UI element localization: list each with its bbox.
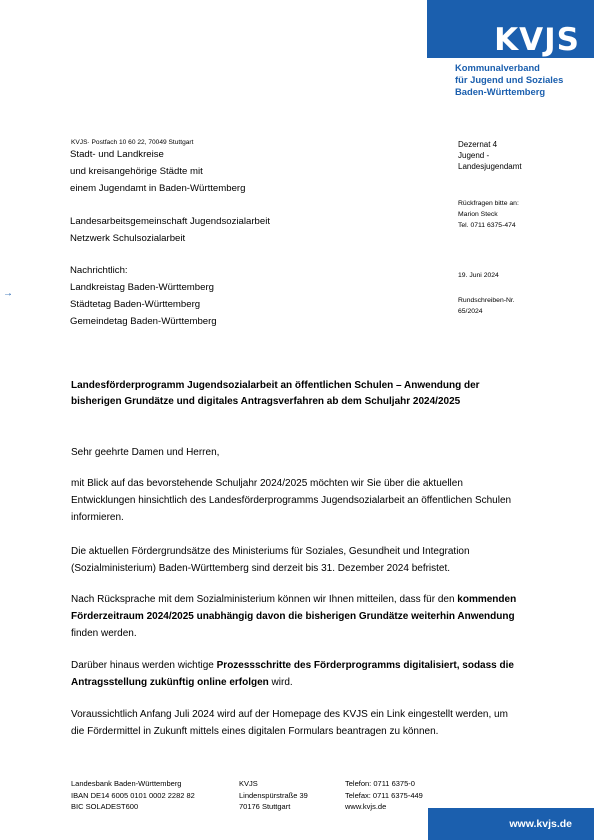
cc-label: Nachrichtlich:	[70, 265, 128, 276]
recipient-block-2	[70, 213, 270, 247]
org-city: 70176 Stuttgart	[239, 802, 291, 811]
contact-phone: Tel. 0711 6375-474	[458, 222, 516, 229]
contact-name: Marion Steck	[458, 211, 498, 218]
contact-label: Rückfragen bitte an:	[458, 200, 519, 207]
logo-subtitle	[455, 62, 590, 98]
recipient-line: Landesarbeitsgemeinschaft Jugendsozialarbeit	[70, 216, 270, 227]
website-banner	[428, 808, 594, 840]
bank-name: Landesbank Baden-Württemberg	[71, 779, 182, 788]
paragraph-text: finden werden.	[71, 628, 137, 639]
body-paragraph	[71, 591, 521, 642]
cc-line: Gemeindetag Baden-Württemberg	[70, 316, 217, 327]
salutation: Sehr geehrte Damen und Herren,	[71, 447, 220, 458]
circular-label: Rundschreiben-Nr.	[458, 297, 515, 304]
cc-block	[70, 262, 217, 330]
recipient-line: Stadt- und Landkreise	[70, 149, 164, 160]
letter-date: 19. Juni 2024	[458, 272, 499, 279]
logo-subtitle-line: Kommunalverband	[455, 62, 540, 73]
body-paragraph: mit Blick auf das bevorstehende Schuljahr 2024/2025 möchten wir Sie über die aktuellen Entwicklungen hinsichtlich des Landesförderprogramms Jugendsozialarbeit an öffentlichen Schulen informieren.	[71, 478, 512, 523]
cc-line: Landkreistag Baden-Württemberg	[70, 282, 214, 293]
body-paragraph: Voraussichtlich Anfang Juli 2024 wird auf der Homepage des KVJS ein Link eingestellt werden, um die Fördermittel in Zukunft mittels eines digitalen Formulars beantragen zu können.	[71, 709, 508, 737]
circular-number: 65/2024	[458, 308, 483, 315]
paragraph-text: wird.	[268, 677, 293, 688]
sidebar-contact	[458, 198, 519, 231]
recipient-line: einem Jugendamt in Baden-Württemberg	[70, 183, 246, 194]
org-phone: Telefon: 0711 6375-0	[345, 779, 415, 788]
paragraph-text: Darüber hinaus werden wichtige	[71, 660, 217, 671]
paragraph-text: Nach Rücksprache mit dem Sozialministerium können wir Ihnen mitteilen, dass für den	[71, 594, 458, 605]
paragraph-emphasis: Prozessschritte des Förderprogramms digitalisiert, sodass die Antragsstellung zukünftig online erfolgen	[71, 660, 514, 688]
footer-bank	[71, 778, 195, 813]
logo-subtitle-line: Baden-Württemberg	[455, 86, 546, 97]
sidebar-circular	[458, 295, 515, 317]
org-website-link[interactable]: www.kvjs.de	[345, 802, 387, 811]
recipient-line: Netzwerk Schulsozialarbeit	[70, 233, 186, 244]
org-name: KVJS	[239, 779, 258, 788]
sidebar-department	[458, 139, 522, 172]
logo-wordmark: KVJS	[494, 22, 580, 58]
org-street: Lindenspürstraße 39	[239, 790, 308, 800]
bank-iban: IBAN DE14 6005 0101 0002 2282 82	[71, 790, 195, 800]
logo-banner	[427, 0, 594, 58]
body-paragraph	[71, 657, 521, 691]
cc-line: Städtetag Baden-Württemberg	[70, 299, 201, 310]
department-unit: Landesjugendamt	[458, 162, 522, 171]
bank-bic: BIC SOLADEST600	[71, 802, 139, 811]
body-paragraph: Die aktuellen Fördergrundsätze des Ministeriums für Soziales, Gesundheit und Integration (Sozialministerium) Baden-Württemberg sind derzeit bis 31. Dezember 2024 befristet.	[71, 546, 470, 574]
website-banner-link[interactable]: www.kvjs.de	[509, 818, 572, 830]
paragraph-emphasis: kommenden Förderzeitraum 2024/2025 unabhängig davon die bisherigen Grundätze weiterhin Anwendung	[71, 594, 517, 622]
recipient-block	[70, 146, 245, 197]
logo-subtitle-line: für Jugend und Soziales	[455, 74, 564, 85]
footer-address	[239, 778, 308, 813]
letter-subject: Landesförderprogramm Jugendsozialarbeit an öffentlichen Schulen – Anwendung der bisherigen Grundätze und digitales Antragsverfahren ab dem Schuljahr 2024/2025	[71, 380, 480, 407]
fold-arrow-icon: →	[3, 288, 13, 299]
department-unit: Jugend -	[458, 151, 490, 160]
org-fax: Telefax: 0711 6375-449	[345, 790, 423, 800]
footer-contact	[345, 778, 423, 813]
sender-line: KVJS· Postfach 10 60 22, 70049 Stuttgart	[71, 139, 194, 146]
department-name: Dezernat 4	[458, 140, 498, 149]
recipient-line: und kreisangehörige Städte mit	[70, 166, 203, 177]
